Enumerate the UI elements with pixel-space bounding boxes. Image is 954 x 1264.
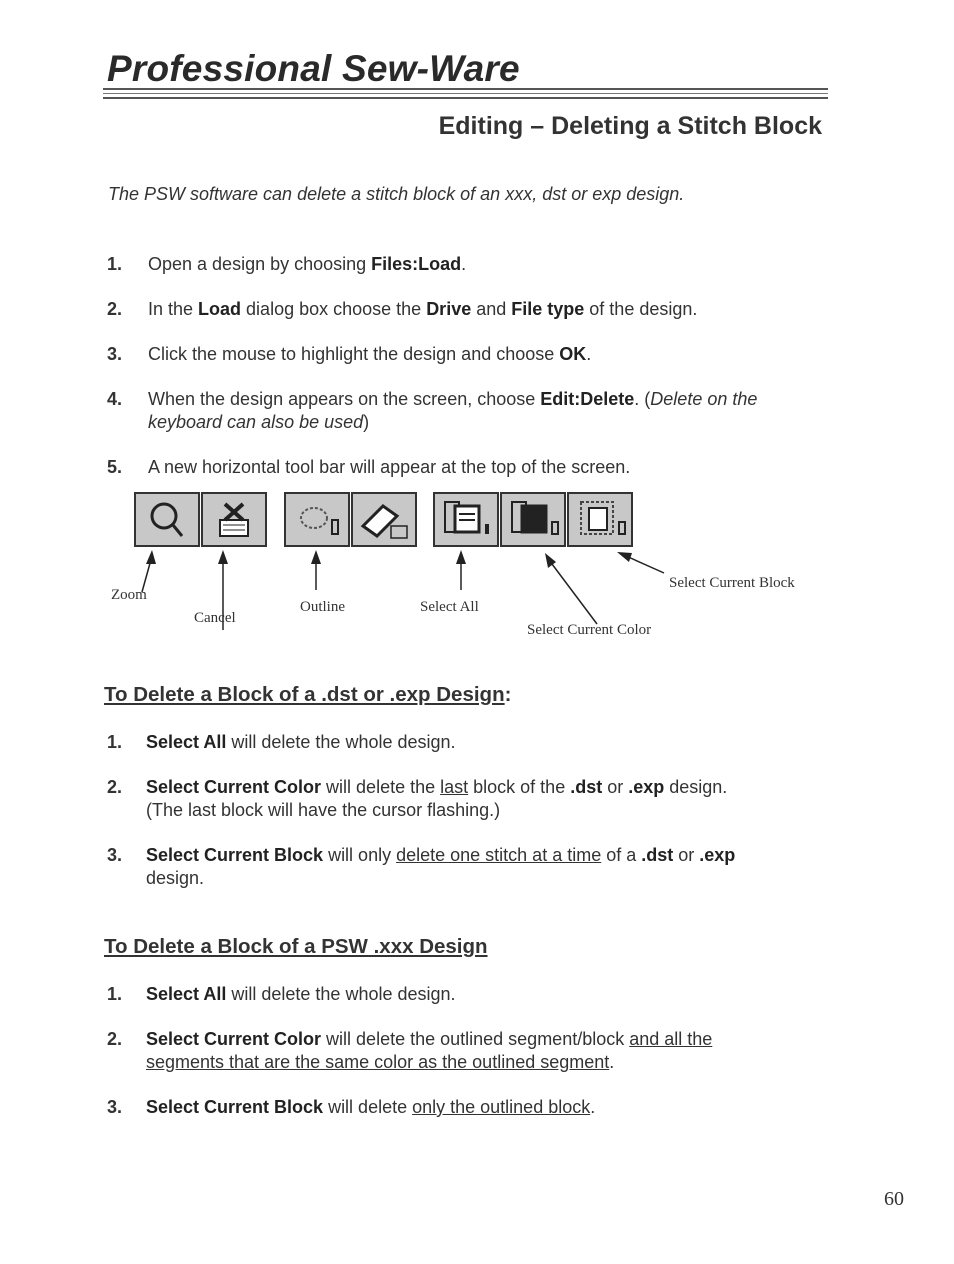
step-number: 2. [107, 299, 123, 319]
zoom-label: Zoom [111, 587, 147, 603]
select-all-label: Select All [420, 599, 479, 615]
intro-text: The PSW software can delete a stitch block of an xxx, dst or exp design. [108, 184, 685, 204]
step-text: When the design appears on the screen, choose Edit:Delete. (Delete on the keyboard can also be used) [148, 389, 758, 432]
magnifier-icon [136, 494, 198, 545]
item-number: 3. [107, 845, 123, 865]
item-text: Select Current Color will delete the outlined segment/block and all the segments that are the same color as the outlined segment. [146, 1029, 713, 1072]
item-text: Select All will delete the whole design. [146, 732, 456, 752]
step-text: Click the mouse to highlight the design and choose OK. [148, 344, 592, 364]
section-heading-xxx: To Delete a Block of a PSW .xxx Design [104, 935, 488, 958]
step-number: 1. [107, 254, 123, 274]
outline-label: Outline [300, 599, 345, 615]
cancel-button[interactable] [201, 492, 267, 547]
step-text: In the Load dialog box choose the Drive and File type of the design. [148, 299, 698, 319]
header-rule [103, 88, 828, 90]
item-number: 3. [107, 1097, 123, 1117]
step-text: A new horizontal tool bar will appear at the top of the screen. [148, 457, 631, 477]
page-number: 60 [884, 1188, 904, 1210]
outline-button[interactable] [284, 492, 350, 547]
select-all-button[interactable] [433, 492, 499, 547]
step-number: 4. [107, 389, 123, 409]
select-all-icon [435, 494, 497, 545]
item-text: Select Current Color will delete the last block of the .dst or .exp design. (The last block will have the cursor flashing.) [146, 777, 728, 820]
select-current-block-button[interactable] [567, 492, 633, 547]
eraser-icon [353, 494, 415, 545]
zoom-button[interactable] [134, 492, 200, 547]
item-number: 1. [107, 732, 123, 752]
item-number: 1. [107, 984, 123, 1004]
step-number: 3. [107, 344, 123, 364]
item-text: Select Current Block will only delete one stitch at a time of a .dst or .exp design. [146, 845, 736, 888]
item-text: Select Current Block will delete only the outlined block. [146, 1097, 596, 1117]
item-number: 2. [107, 1029, 123, 1049]
select-color-icon [502, 494, 564, 545]
cancel-icon [203, 494, 265, 545]
item-text: Select All will delete the whole design. [146, 984, 456, 1004]
section-heading-dst: To Delete a Block of a .dst or .exp Design: [104, 683, 512, 706]
step-number: 5. [107, 457, 123, 477]
select-block-icon [569, 494, 631, 545]
header-rule [103, 93, 828, 94]
select-current-color-button[interactable] [500, 492, 566, 547]
select-current-block-label: Select Current Block [669, 575, 795, 591]
eraser-button[interactable] [351, 492, 417, 547]
outline-icon [286, 494, 348, 545]
item-number: 2. [107, 777, 123, 797]
brand-title: Professional Sew-Ware [107, 48, 520, 89]
step-text: Open a design by choosing Files:Load. [148, 254, 467, 274]
header-rule [103, 97, 828, 99]
section-title: Editing – Deleting a Stitch Block [438, 112, 822, 140]
select-current-color-label: Select Current Color [527, 622, 652, 638]
cancel-label: Cancel [194, 610, 236, 626]
